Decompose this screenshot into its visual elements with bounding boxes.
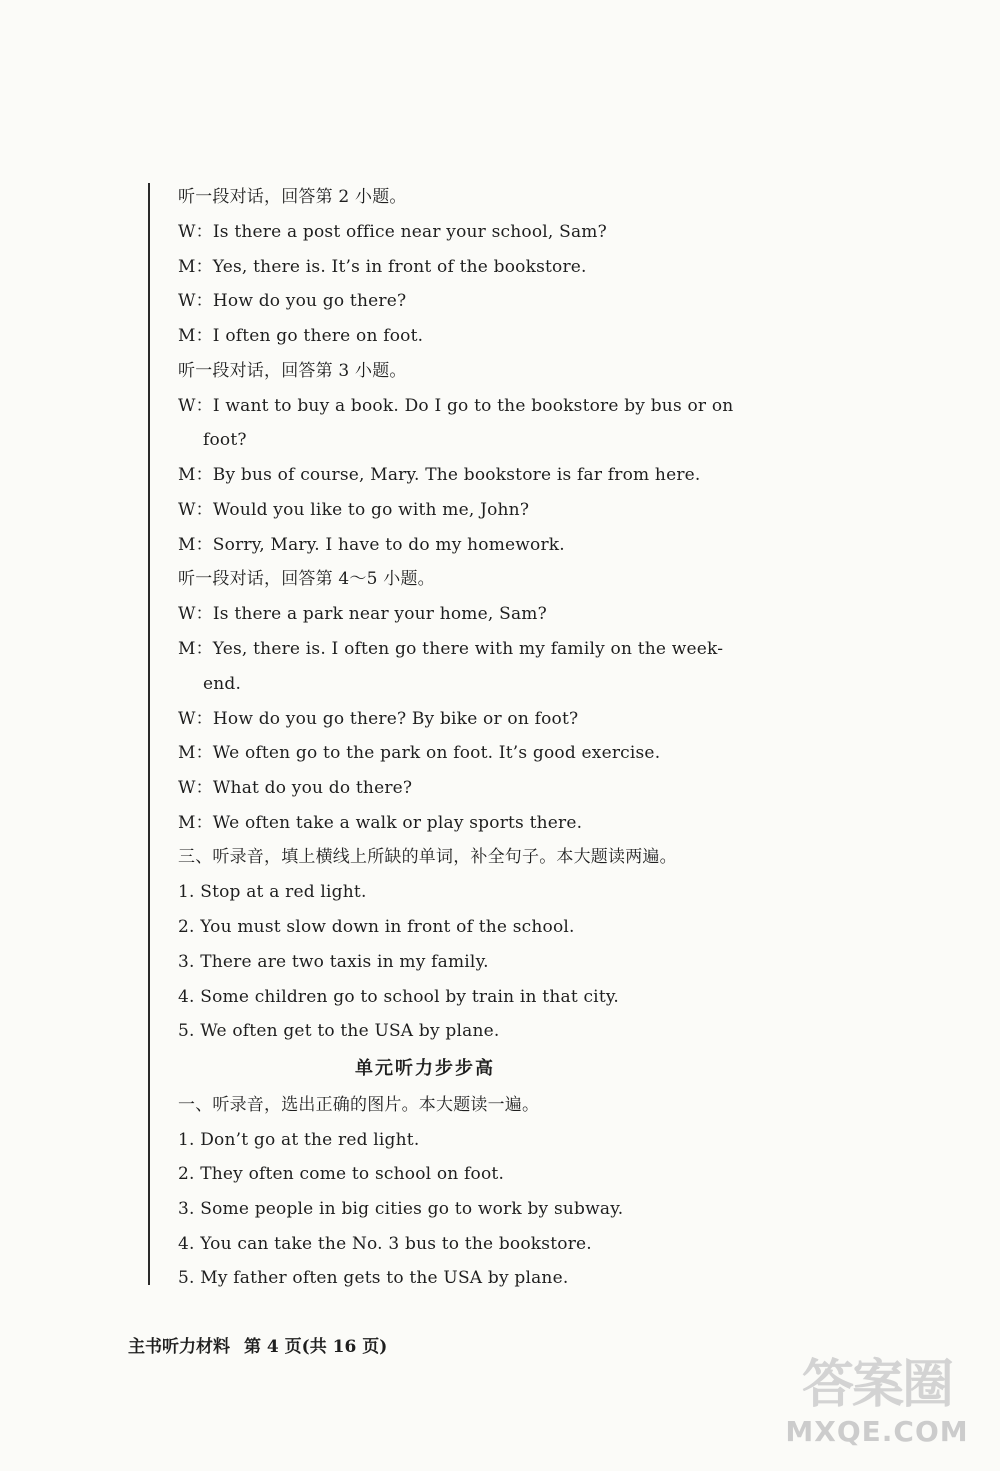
numbered-sentence: 1. Stop at a red light. [178,882,367,902]
dialogue-line: M：Yes, there is. I often go there with my family on the week- [178,639,724,659]
numbered-sentence: 4. Some children go to school by train in that city. [178,987,620,1007]
section-instruction: 一、听录音，选出正确的图片。本大题读一遍。 [178,1095,540,1115]
dialogue-line: W：Is there a park near your home, Sam? [178,604,547,624]
dialogue-line: W：How do you go there? By bike or on foot? [178,709,579,729]
numbered-sentence: 1. Don’t go at the red light. [178,1130,420,1150]
dialogue-line: M：Yes, there is. It’s in front of the bookstore. [178,257,587,277]
page-footer [128,1336,387,1358]
numbered-sentence: 4. You can take the No. 3 bus to the bookstore. [178,1234,592,1254]
footer-page-number: 第 4 页(共 16 页) [244,1337,388,1357]
numbered-sentence: 3. Some people in big cities go to work by subway. [178,1199,624,1219]
numbered-sentence: 3. There are two taxis in my family. [178,952,489,972]
dialogue-line: M：We often go to the park on foot. It’s good exercise. [178,743,661,763]
footer-book-title: 主书听力材料 [128,1337,230,1357]
section-instruction: 听一段对话，回答第 2 小题。 [178,187,407,207]
numbered-sentence: 2. You must slow down in front of the school. [178,917,575,937]
watermark-logo [782,1355,972,1465]
dialogue-line: W：Would you like to go with me, John? [178,500,530,520]
dialogue-line: M：We often take a walk or play sports there. [178,813,583,833]
dialogue-line: W：Is there a post office near your school, Sam? [178,222,607,242]
margin-rule [148,183,150,1285]
section-instruction: 听一段对话，回答第 3 小题。 [178,361,407,381]
dialogue-line: M：I often go there on foot. [178,326,424,346]
section-title: 单元听力步步高 [355,1058,495,1079]
dialogue-line: W：How do you go there? [178,291,407,311]
dialogue-line: M：Sorry, Mary. I have to do my homework. [178,535,565,555]
watermark-logo-mark: 答案圈 [801,1355,952,1415]
section-instruction: 三、听录音，填上横线上所缺的单词，补全句子。本大题读两遍。 [178,847,677,867]
dialogue-line: W：What do you do there? [178,778,413,798]
section-instruction: 听一段对话，回答第 4～5 小题。 [178,569,435,589]
watermark-site: MXQE.COM [785,1415,969,1448]
dialogue-line-continuation: foot? [203,430,247,450]
dialogue-line: M：By bus of course, Mary. The bookstore is far from here. [178,465,701,485]
numbered-sentence: 2. They often come to school on foot. [178,1164,505,1184]
dialogue-line: W：I want to buy a book. Do I go to the bookstore by bus or on [178,396,734,416]
dialogue-line-continuation: end. [203,674,242,694]
numbered-sentence: 5. My father often gets to the USA by plane. [178,1268,569,1288]
numbered-sentence: 5. We often get to the USA by plane. [178,1021,500,1041]
